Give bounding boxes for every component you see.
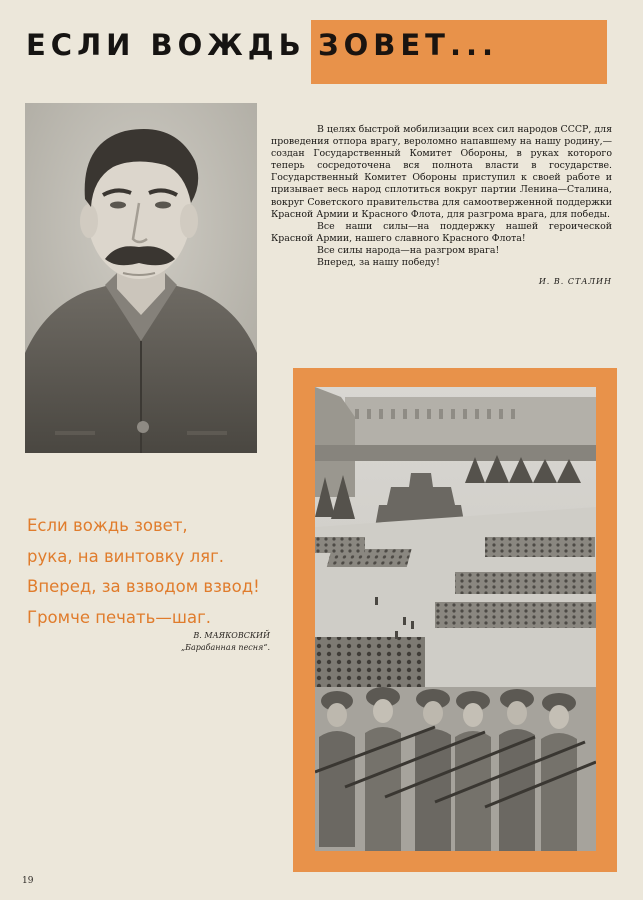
poem-line: Вперед, за взводом взвод! <box>27 577 260 596</box>
quote-paragraph: В целях быстрой мобилизации всех сил народов СССР, для проведения отпора врагу, вероломно напавшему на нашу родину,—создан Государственный Комитет Обороны, в руках которого теперь сосредоточена вся полнота власти в государстве. Государственный Комитет Обороны приступил к своей работе и призывает весь народ сплотиться вокруг партии Ленина—Сталина, вокруг Советского правительства для самоотверженной поддержки Красной Армии и Красного Флота, для разгрома врага, для победы. <box>271 124 612 220</box>
poem-line: Громче печать—шаг. <box>27 607 211 627</box>
page-number: 19 <box>22 876 34 886</box>
poem <box>27 511 297 633</box>
title-right: ЗОВЕТ... <box>318 28 499 62</box>
parade-photo <box>315 387 596 851</box>
poem-line: рука, на винтовку ляг. <box>27 546 224 566</box>
poem-author: В. МАЯКОВСКИЙ <box>193 631 270 640</box>
quote-paragraph: Все наши силы—на поддержку нашей героической Красной Армии, нашего славного Красного Флота! <box>271 220 612 244</box>
poem-attribution <box>150 630 270 654</box>
title-left: ЕСЛИ ВОЖДЬ <box>26 28 306 62</box>
quote-paragraph: Все силы народа—на разгром врага! <box>317 244 500 256</box>
portrait-illustration <box>25 103 257 453</box>
poem-source: „Барабанная песня“. <box>180 643 270 652</box>
stalin-quote <box>271 124 612 288</box>
poem-line: Если вождь зовет, <box>27 516 188 535</box>
quote-paragraph: Вперед, за нашу победу! <box>317 257 440 269</box>
portrait-photo <box>25 103 257 453</box>
parade-illustration <box>315 387 596 851</box>
quote-signature: И. В. СТАЛИН <box>538 277 612 287</box>
